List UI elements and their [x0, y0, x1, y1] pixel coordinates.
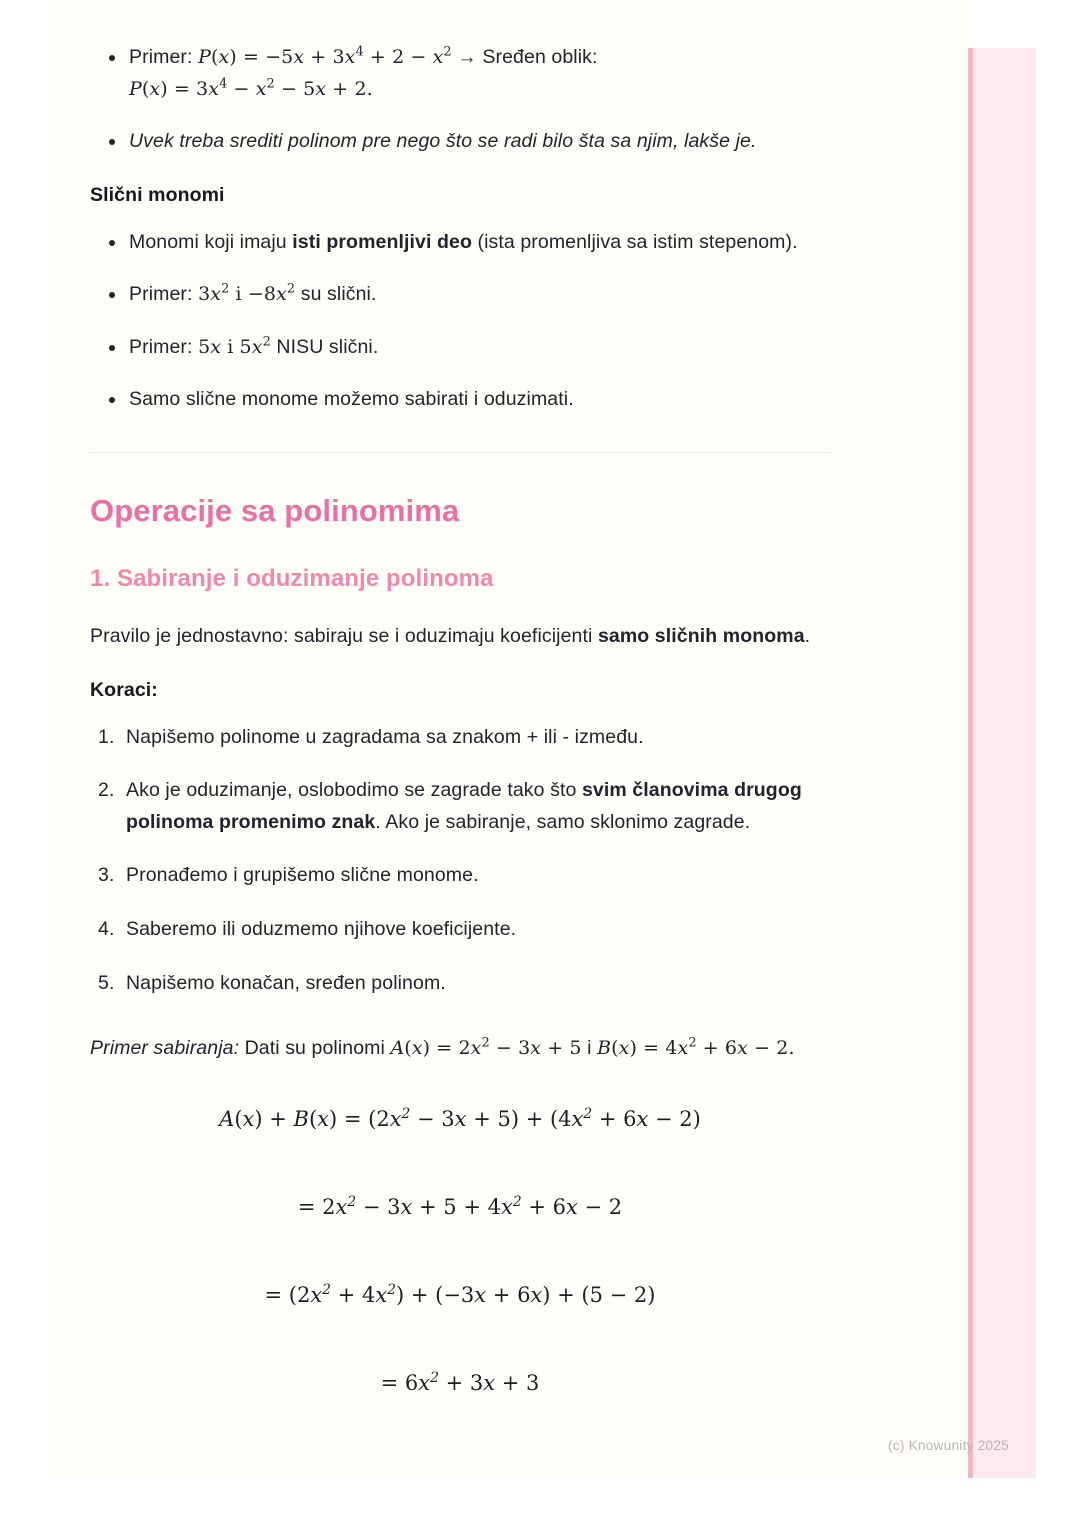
list-item [90, 126, 830, 158]
subsection-heading-addition-subtraction: 1. Sabiranje i oduzimanje polinoma [90, 565, 494, 593]
math-expression-polynomial-unsorted: $P(x) = -5x + 3x^4 + 2 - x^2$ [198, 44, 452, 68]
text-fragment: i [581, 1037, 598, 1060]
math-expression-polynomial-a: $A(x) = 2x^2 - 3x + 5$ [390, 1035, 582, 1060]
text-fragment: NISU slični. [270, 335, 379, 358]
math-expression-polynomial-sorted: $P(x) = 3x^4 - x^2 - 5x + 2$. [129, 76, 373, 100]
text-fragment: . Ako je sabiranje, samo sklonimo zagrade. [375, 810, 751, 833]
arrow-glyph: → [457, 46, 477, 68]
bullet-lead-text: Primer: [129, 46, 199, 68]
equation-line-2: = $2x^2 - 3x + 5 + 4x^2 + 6x - 2$ [297, 1193, 623, 1219]
steps-list [90, 722, 830, 999]
text-fragment: Napišemo polinome u zagradama sa znakom + ili - između. [126, 725, 644, 748]
text-fragment: su slični. [295, 283, 377, 306]
math-expression-similar-pair: $3x^2$ $i -8x^2$ [198, 281, 296, 306]
list-item [90, 722, 830, 754]
intro-bullet-list [90, 42, 830, 158]
list-item [90, 914, 830, 946]
text-fragment: Samo slične monome možemo sabirati i oduzimati. [129, 388, 574, 411]
list-item [90, 384, 830, 416]
text-fragment: Monomi koji imaju [129, 230, 293, 253]
list-item [90, 227, 830, 259]
steps-heading: Koraci: [90, 678, 158, 701]
example-label: Primer sabiranja: [90, 1037, 240, 1060]
emphasis-text: isti promenljivi deo [292, 230, 472, 253]
text-fragment: Napišemo konačan, sređen polinom. [126, 971, 446, 994]
text-fragment: (ista promenljiva sa istim stepenom). [471, 230, 798, 253]
equation-line-1: $A(x) + B(x) = (2x^2 - 3x + 5) + (4x^2 + 6x - 2)$ [219, 1105, 701, 1131]
text-fragment: Pravilo je jednostavno: sabiraju se i oduzimaju koeficijenti [90, 625, 598, 648]
math-expression-polynomial-b: $B(x) = 4x^2 + 6x - 2$. [597, 1035, 795, 1060]
list-item [90, 860, 830, 892]
pink-side-strip [968, 48, 1036, 1478]
text-fragment: Primer: [129, 335, 199, 358]
section-divider [90, 452, 830, 453]
math-expression-dissimilar-pair: 5x i $5x^2$ [198, 334, 271, 358]
list-item [90, 332, 830, 364]
list-item [90, 42, 830, 105]
text-fragment: Saberemo ili oduzmemo njihove koeficijente. [126, 917, 517, 940]
list-item [90, 775, 830, 838]
equation-block [90, 1107, 830, 1395]
equation-line-4: = $6x^2 + 3x + 3$ [380, 1369, 540, 1395]
example-intro-paragraph [90, 1033, 830, 1065]
emphasis-text: samo sličnih monoma [597, 625, 805, 648]
list-item [90, 279, 830, 311]
bullet-italic-note: Uvek treba srediti polinom pre nego što se radi bilo šta sa njim, lakše je. [129, 130, 757, 153]
section-heading-similar-monomials: Slični monomi [90, 183, 225, 206]
similar-monomials-bullet-list [90, 227, 830, 416]
bullet-mid-text: Sređen oblik: [482, 46, 598, 68]
text-fragment: Pronađemo i grupišemo slične monome. [126, 864, 479, 887]
page-title-operations: Operacije sa polinomima [90, 493, 460, 529]
emphasis-text: svim članovima drugog polinoma promenimo znak [126, 779, 802, 833]
text-fragment: . [804, 625, 811, 648]
list-item [90, 968, 830, 1000]
rule-paragraph [90, 621, 830, 653]
text-fragment: Ako je oduzimanje, oslobodimo se zagrade tako što [126, 779, 582, 802]
text-fragment: Dati su polinomi [239, 1037, 391, 1060]
document-content [90, 42, 830, 1395]
text-fragment: Primer: [129, 283, 199, 306]
equation-line-3: = $(2x^2 + 4x^2) + (-3x + 6x) + (5 - 2)$ [264, 1281, 656, 1307]
copyright-watermark: (c) Knowunity 2025 [888, 1438, 1009, 1453]
